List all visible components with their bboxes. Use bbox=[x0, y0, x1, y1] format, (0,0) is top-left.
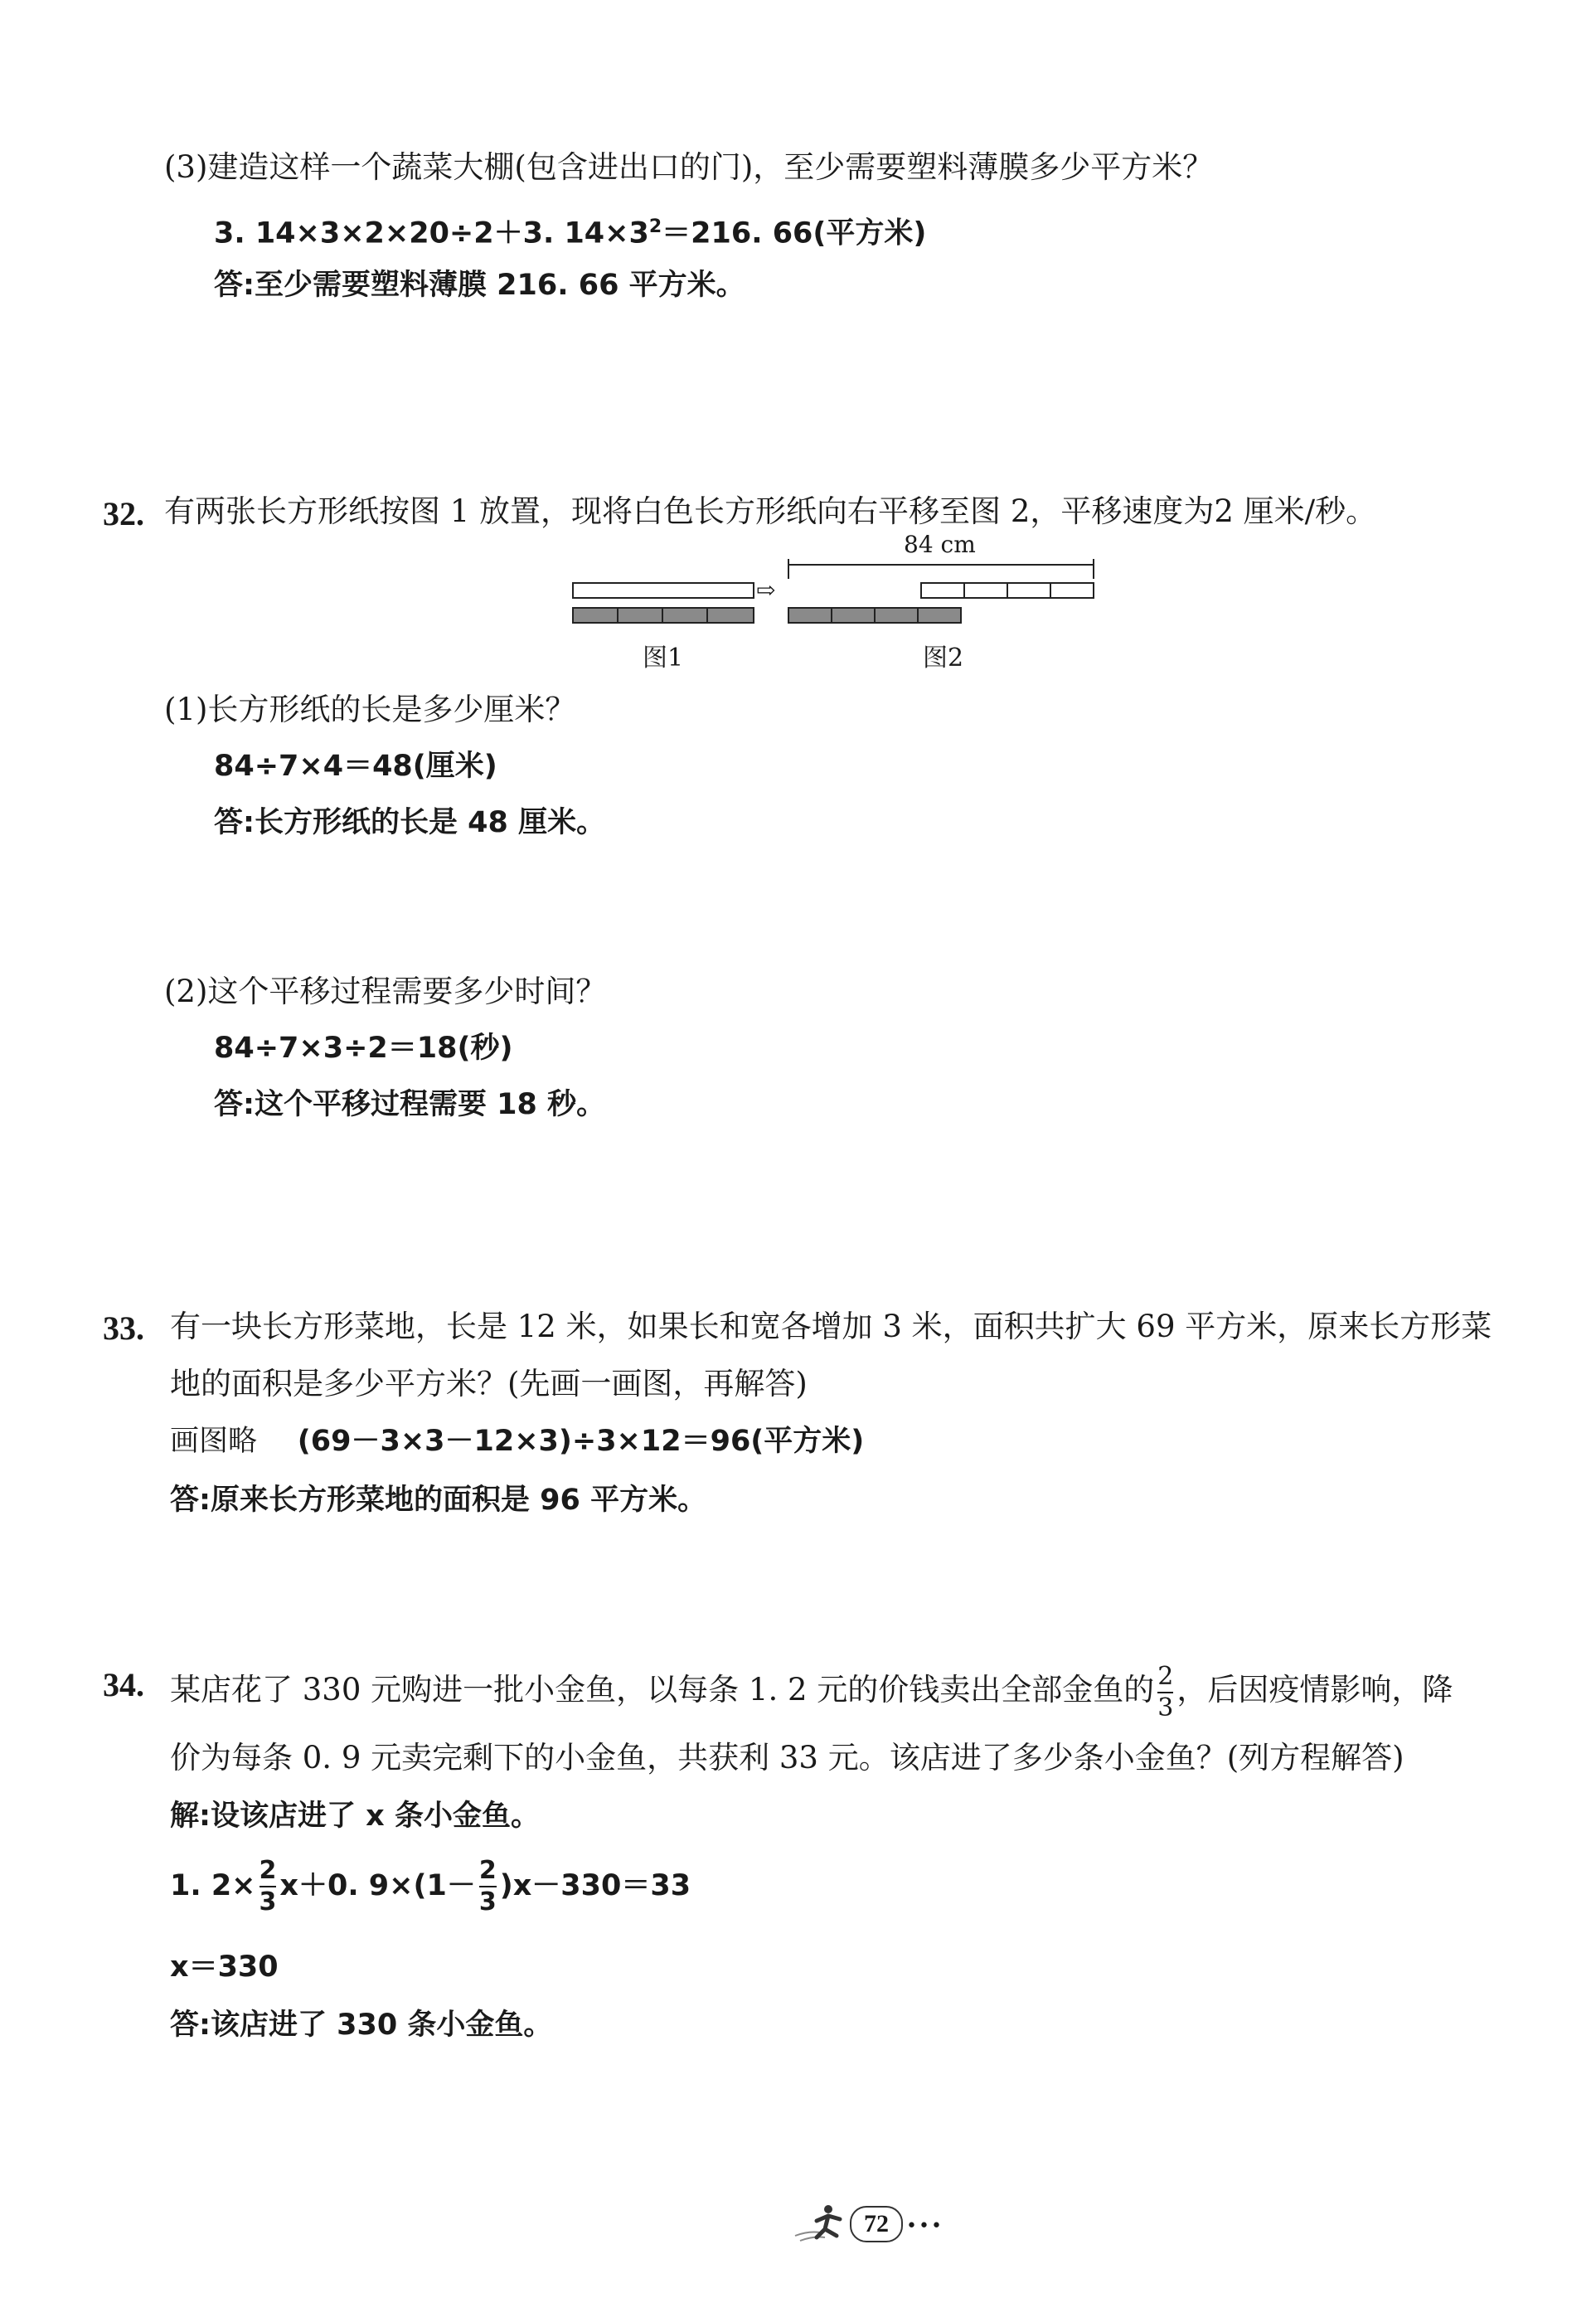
runner-logo-icon bbox=[792, 2199, 850, 2246]
q33-number: 33. bbox=[103, 1309, 144, 1347]
q32-number: 32. bbox=[103, 495, 144, 532]
q31-calc-part-a: 3. 14×3×2×20÷2＋3. 14×3 bbox=[214, 216, 649, 250]
q31-part3-answer: 答:至少需要塑料薄膜 216. 66 平方米。 bbox=[214, 269, 745, 302]
q32-part2-answer: 答:这个平移过程需要 18 秒。 bbox=[214, 1088, 606, 1121]
q34-answer: 答:该店进了 330 条小金鱼。 bbox=[170, 2009, 553, 2042]
q34-eq-part1: 1. 2× bbox=[170, 1869, 256, 1902]
fig2-dimension-label: 84 cm bbox=[904, 531, 976, 558]
q34-eq-frac2-num: 2 bbox=[478, 1856, 497, 1885]
fig-arrow-icon: ⇨ bbox=[756, 576, 776, 604]
q34-question-line1-b: ，后因疫情影响，降 bbox=[1176, 1672, 1453, 1707]
q34-eq-frac1-den: 3 bbox=[259, 1887, 277, 1916]
q33-calc bbox=[170, 1421, 864, 1461]
fig1-white-paper bbox=[572, 582, 754, 599]
q34-eq-part3: )x－330＝33 bbox=[499, 1869, 691, 1902]
q33-question-line2: 地的面积是多少平方米？(先画一画图，再解答) bbox=[170, 1366, 808, 1401]
q33-answer: 答:原来长方形菜地的面积是 96 平方米。 bbox=[170, 1484, 707, 1517]
page-number: 72 bbox=[864, 2210, 889, 2237]
q33-question-line1: 有一块长方形菜地，长是 12 米，如果长和宽各增加 3 米，面积共扩大 69 平方米，原来长方形菜 bbox=[170, 1309, 1492, 1344]
q34-frac-num: 2 bbox=[1157, 1661, 1174, 1691]
q34-question-line1 bbox=[170, 1657, 1453, 1723]
q34-question-line1-a: 某店花了 330 元购进一批小金鱼，以每条 1. 2 元的价钱卖出全部金鱼的 bbox=[170, 1672, 1155, 1707]
q34-solve-intro: 解:设该店进了 x 条小金鱼。 bbox=[170, 1800, 540, 1833]
q34-eq-part2: x＋0. 9×(1－ bbox=[279, 1869, 476, 1902]
q34-equation bbox=[170, 1853, 691, 1919]
fig1-gray-paper bbox=[572, 607, 754, 624]
q32-part2-question: (2)这个平移过程需要多少时间？ bbox=[164, 974, 607, 1009]
q31-part3-calc bbox=[214, 207, 926, 254]
q33-calc-prefix: 画图略 bbox=[170, 1425, 258, 1458]
q34-eq-fraction-2 bbox=[479, 1858, 497, 1915]
q33-calc-expression: (69－3×3－12×3)÷3×12＝96(平方米) bbox=[297, 1425, 865, 1458]
q32-part1-question: (1)长方形纸的长是多少厘米？ bbox=[164, 692, 576, 727]
q34-number: 34. bbox=[103, 1666, 144, 1703]
q34-eq-fraction-1 bbox=[260, 1858, 277, 1915]
footer bbox=[792, 2199, 991, 2249]
footer-dots: ••• bbox=[906, 2216, 944, 2237]
page-number-badge bbox=[850, 2206, 903, 2242]
fig2-gray-paper bbox=[788, 607, 962, 624]
q34-frac-den: 3 bbox=[1157, 1693, 1174, 1722]
q34-question-line2: 价为每条 0. 9 元卖完剩下的小金鱼，共获利 33 元。该店进了多少条小金鱼？(列方程解答) bbox=[170, 1740, 1404, 1776]
fig2-dimension-tick-left bbox=[788, 559, 789, 579]
q34-eq-frac2-den: 3 bbox=[478, 1887, 497, 1916]
fig2-dimension-line bbox=[788, 564, 1094, 566]
q32-part1-answer: 答:长方形纸的长是 48 厘米。 bbox=[214, 806, 606, 839]
q31-part3-question: (3)建造这样一个蔬菜大棚(包含进出口的门)，至少需要塑料薄膜多少平方米？ bbox=[164, 149, 1214, 185]
fig2-dimension-tick-right bbox=[1093, 559, 1094, 579]
q32-part1-calc: 84÷7×4＝48(厘米) bbox=[214, 750, 497, 783]
fig2-label: 图2 bbox=[923, 644, 964, 673]
q31-calc-exponent: 2 bbox=[648, 216, 662, 237]
q32-question: 有两张长方形纸按图 1 放置，现将白色长方形纸向右平移至图 2，平移速度为2 厘米/秒。 bbox=[164, 493, 1377, 529]
q34-eq-frac1-num: 2 bbox=[259, 1856, 277, 1885]
q34-fraction bbox=[1157, 1661, 1174, 1722]
q32-part2-calc: 84÷7×3÷2＝18(秒) bbox=[214, 1032, 513, 1065]
q32-figure bbox=[564, 531, 1111, 672]
q34-result: x＝330 bbox=[170, 1950, 279, 1984]
q31-calc-part-b: ＝216. 66(平方米) bbox=[662, 216, 927, 250]
fig2-white-paper bbox=[920, 582, 1094, 599]
fig1-label: 图1 bbox=[643, 644, 684, 673]
